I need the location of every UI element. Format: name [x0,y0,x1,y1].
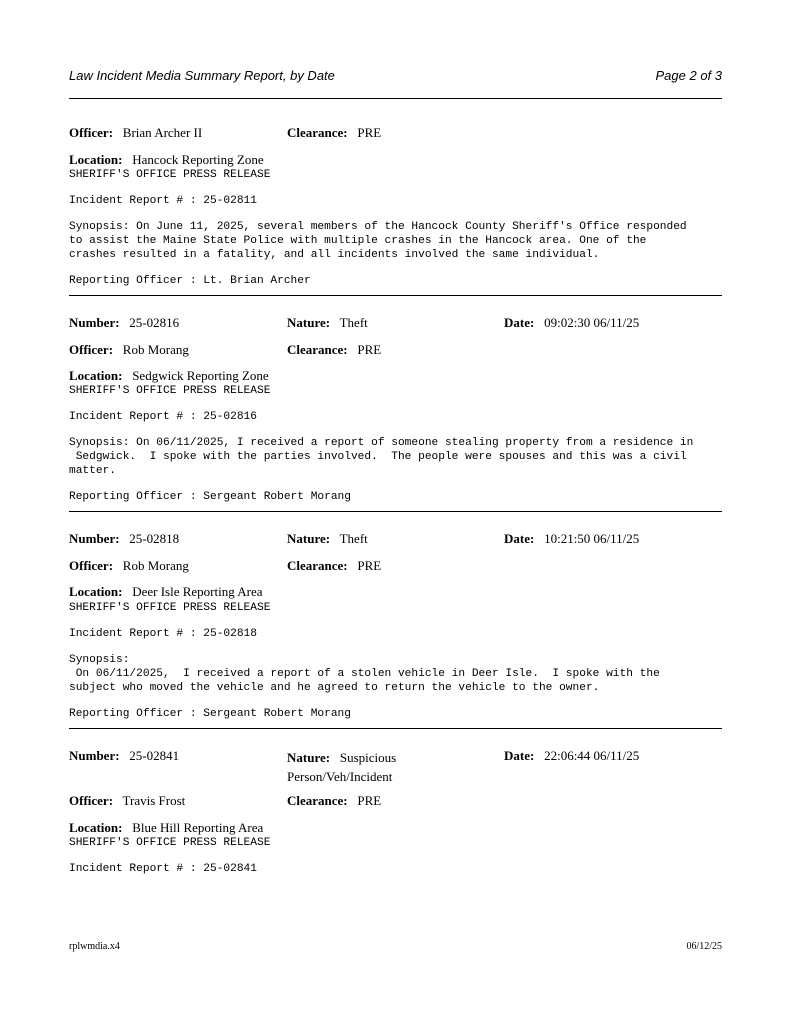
clearance-value: PRE [357,342,382,357]
incident-report-number: Incident Report # : 25-02816 [69,411,257,423]
location-value: Deer Isle Reporting Area [132,584,263,599]
nature-value: Theft [339,315,368,330]
date-value: 09:02:30 06/11/25 [544,315,640,330]
date-field: Date: 09:02:30 06/11/25 [504,315,640,330]
report-title: Law Incident Media Summary Report, by Date [69,68,335,83]
header-divider [69,98,722,99]
number-field: Number: 25-02818 [69,531,180,546]
synopsis: Synopsis: On 06/11/2025, I received a report of someone stealing property from a residence in Sedgwick. I spoke with the parties involved. The people were spouses and this was a civil matter. [69,437,694,477]
record-divider [69,511,722,512]
officer-value: Rob Morang [122,342,189,357]
officer-value: Brian Archer II [122,125,203,140]
location-field: Location: Hancock Reporting Zone [69,152,264,167]
incident-report-number: Incident Report # : 25-02811 [69,195,257,207]
nature-value: Suspicious [339,750,397,765]
record-divider [69,728,722,729]
press-release-label: SHERIFF'S OFFICE PRESS RELEASE [69,837,271,849]
synopsis: Synopsis: On 06/11/2025, I received a report of a stolen vehicle in Deer Isle. I spoke with the subject who moved the vehicle and he agreed to return the vehicle to the owner. [69,654,660,694]
number-value: 25-02816 [129,315,180,330]
page-header [69,68,722,86]
clearance-field: Clearance: PRE [287,342,382,357]
footer-report-code: rplwmdia.x4 [69,941,120,952]
nature-field: Nature: Theft [287,531,368,546]
clearance-value: PRE [357,558,382,573]
record-divider [69,295,722,296]
date-field: Date: 10:21:50 06/11/25 [504,531,640,546]
page-number: Page 2 of 3 [655,68,722,83]
location-value: Sedgwick Reporting Zone [132,368,269,383]
officer-field: Officer: Rob Morang [69,558,189,573]
clearance-field: Clearance: PRE [287,125,382,140]
nature-value-continued: Person/Veh/Incident [287,769,393,784]
press-release-label: SHERIFF'S OFFICE PRESS RELEASE [69,385,271,397]
synopsis: Synopsis: On June 11, 2025, several members of the Hancock County Sheriff's Office responded to assist the Maine State Police with multiple crashes in the Hancock area. One of the crashes resulted in a fatality, and all incidents involved the same individual. [69,221,687,261]
number-value: 25-02818 [129,531,180,546]
location-field: Location: Deer Isle Reporting Area [69,584,263,599]
date-value: 22:06:44 06/11/25 [544,748,640,763]
clearance-value: PRE [357,125,382,140]
number-value: 25-02841 [129,748,180,763]
reporting-officer: Reporting Officer : Sergeant Robert Morang [69,708,351,720]
location-field: Location: Sedgwick Reporting Zone [69,368,269,383]
officer-field: Officer: Rob Morang [69,342,189,357]
officer-field: Officer: Travis Frost [69,793,186,808]
incident-report-number: Incident Report # : 25-02818 [69,628,257,640]
nature-field: Nature: Suspicious Person/Veh/Incident [287,750,397,784]
press-release-label: SHERIFF'S OFFICE PRESS RELEASE [69,169,271,181]
incident-report-number: Incident Report # : 25-02841 [69,863,257,875]
date-value: 10:21:50 06/11/25 [544,531,640,546]
clearance-field: Clearance: PRE [287,558,382,573]
officer-field: Officer: Brian Archer II [69,125,203,140]
location-value: Hancock Reporting Zone [132,152,264,167]
clearance-value: PRE [357,793,382,808]
footer-print-date: 06/12/25 [686,941,722,952]
nature-value: Theft [339,531,368,546]
press-release-label: SHERIFF'S OFFICE PRESS RELEASE [69,602,271,614]
location-field: Location: Blue Hill Reporting Area [69,820,264,835]
reporting-officer: Reporting Officer : Lt. Brian Archer [69,275,311,287]
clearance-field: Clearance: PRE [287,793,382,808]
location-value: Blue Hill Reporting Area [132,820,264,835]
nature-field: Nature: Theft [287,315,368,330]
reporting-officer: Reporting Officer : Sergeant Robert Morang [69,491,351,503]
officer-value: Rob Morang [122,558,189,573]
date-field: Date: 22:06:44 06/11/25 [504,748,640,763]
number-field: Number: 25-02816 [69,315,180,330]
number-field: Number: 25-02841 [69,748,180,763]
officer-value: Travis Frost [122,793,186,808]
